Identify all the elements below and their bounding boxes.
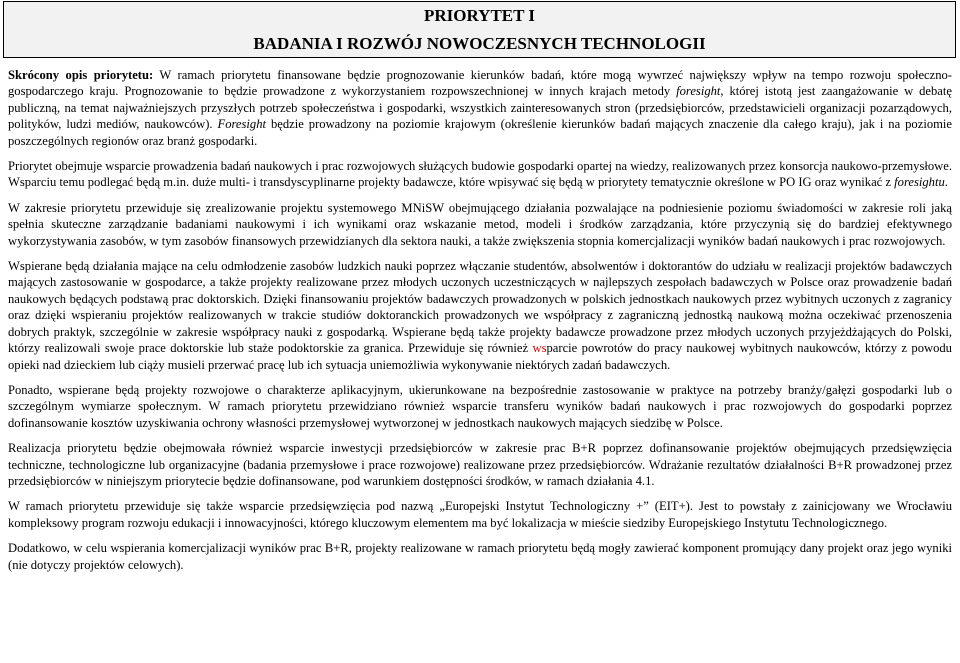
paragraph-6: Realizacja priorytetu będzie obejmowała również wsparcie inwestycji przedsiębiorców w zakresie prac B+R poprzez dofinansowanie projektów obejmujących przedsięwzięcia techniczne, technologiczne lub organizacyjne (badania przemysłowe i prace rozwojowe) realizowane przez przedsiębiorców. Wdrażanie rezultatów działalności B+R prowadzonej przez przedsiębiorców w niniejszym priorytecie będzie dofinansowane, pod warunkiem dostępności środków, w ramach działania 4.1. bbox=[8, 441, 952, 488]
highlighted-text: ws bbox=[532, 341, 547, 356]
paragraph-text: . bbox=[944, 175, 948, 190]
summary-label: Skrócony opis priorytetu: bbox=[8, 68, 154, 82]
priority-title: BADANIA I ROZWÓJ NOWOCZESNYCH TECHNOLOGII bbox=[253, 34, 706, 53]
summary-text: będzie prowadzony na poziomie krajowym (określenie kierunków badań mających znaczenie dla całego kraju), jak i na poziomie poszczególnych regionów oraz branż gospodarki. bbox=[8, 117, 952, 148]
title-box bbox=[3, 1, 956, 58]
paragraph-text: Wspierane będą działania mające na celu odmłodzenie zasobów ludzkich nauki poprzez włączanie studentów, absolwentów i doktorantów do udziału w realizacji projektów badawczych mających zastosowanie w gospodarce, a także projekty realizowane przez młodych uczonych uczestniczących w najlepszych zespołach badawczych w Polsce oraz prowadzenie badań naukowych będących podstawą prac doktorskich. Dzięki finansowaniu projektów badawczych prowadzonych w polskich jednostkach naukowych przez wybitnych uczonych z zagranicy oraz dzięki wspieraniu projektów realizowanych w trakcie studiów doktoranckich prowadzonych we współpracy z zagraniczną jednostką naukową można oczekiwać przenoszenia dobrych praktyk, szczególnie w zakresie współpracy nauki z gospodarką. Wspierane będą także projekty badawcze prowadzone przez młodych uczonych przyjeżdżających do Polski, którzy realizowali swoje prace doktorskie lub staże podoktorskie za granica. Przewiduje się również bbox=[8, 259, 952, 356]
paragraph-text: Priorytet obejmuje wsparcie prowadzenia badań naukowych i prac rozwojowych służących budowie gospodarki opartej na wiedzy, realizowanych przez konsorcja naukowo-przemysłowe. Wsparciu temu podlegać będą m.in. duże multi- i transdyscyplinarne projekty badawcze, które wpisywać się będą w priorytety tematycznie określone w PO IG oraz wynikać z bbox=[8, 159, 952, 190]
summary-text: W ramach priorytetu finansowane będzie prognozowanie kierunków badań, które mogą wywrzeć największy wpływ na tempo rozwoju społeczno-gospodarczego kraju. Prognozowanie to będzie prowadzone z wykorzystaniem rozpowszechnionej w innych krajach metody bbox=[8, 68, 952, 99]
foresight-term: Foresight bbox=[217, 117, 267, 132]
document-body bbox=[8, 67, 952, 582]
paragraph-5: Ponadto, wspierane będą projekty rozwojowe o charakterze aplikacyjnym, ukierunkowane na bezpośrednie zastosowanie w praktyce na potrzeby branży/gałęzi gospodarki lub o szczególnym wymiarze społecznym. W ramach priorytetu przewidziano również wsparcie transferu wyników badań naukowych i prac rozwojowych do gospodarki poprzez dofinansowanie kosztów uzyskiwania ochrony własności przemysłowej wytworzonej w jednostkach naukowych mających siedzibę w Polsce. bbox=[8, 382, 952, 430]
summary-paragraph bbox=[8, 67, 952, 149]
summary-text: , której istotą jest zaangażowanie w debatę publiczną, na temat najważniejszych przyszłych potrzeb społeczeństwa i gospodarki, wszystkich zainteresowanych stron (przedsiębiorców, przedstawicieli organizacji pozarządowych, polityków, ludzi mediów, naukowców). bbox=[8, 84, 952, 132]
foresight-term: foresight bbox=[676, 84, 721, 99]
priority-number: PRIORYTET I bbox=[423, 6, 536, 25]
paragraph-3: W zakresie priorytetu przewiduje się zrealizowanie projektu systemowego MNiSW obejmującego działania pozwalające na podniesienie poziomu świadomości w zakresie roli jaką spełnia skuteczne zarządzanie badaniami naukowymi i ich wynikami oraz wskazanie metod, modeli i środków zarządzania, które przyczynią się do bardziej efektywnego wykorzystywania zasobów, w tym zasobów finansowych przewidzianych dla sektora nauki, a także zwiększenia stopnia komercjalizacji wyników badań naukowych i prac rozwojowych. bbox=[8, 200, 952, 248]
paragraph-8: Dodatkowo, w celu wspierania komercjalizacji wyników prac B+R, projekty realizowane w ramach priorytetu będą mogły zawierać komponent promujący dany projekt oraz jego wyniki (nie dotyczy projektów celowych). bbox=[8, 541, 952, 572]
paragraph-4 bbox=[8, 258, 952, 373]
paragraph-7: W ramach priorytetu przewiduje się także wsparcie przedsięwzięcia pod nazwą „Europejski Instytut Technologiczny +” (EIT+). Jest to powstały z zainicjowany we Wrocławiu kompleksowy program rozwoju edukacji i innowacyjności, którego kluczowym elementem ma być lokalizacja w mieście siedziby Europejskiego Instytutu Technologicznego. bbox=[8, 499, 952, 530]
paragraph-text: parcie powrotów do pracy naukowej wybitnych naukowców, którzy z powodu opieki nad dzieckiem lub ciąży musieli przerwać pracę lub ich sytuacja uniemożliwia wykonywanie niektórych zadań badawczych. bbox=[8, 341, 952, 372]
foresight-term: foresightu bbox=[894, 175, 945, 190]
paragraph-2 bbox=[8, 158, 952, 191]
